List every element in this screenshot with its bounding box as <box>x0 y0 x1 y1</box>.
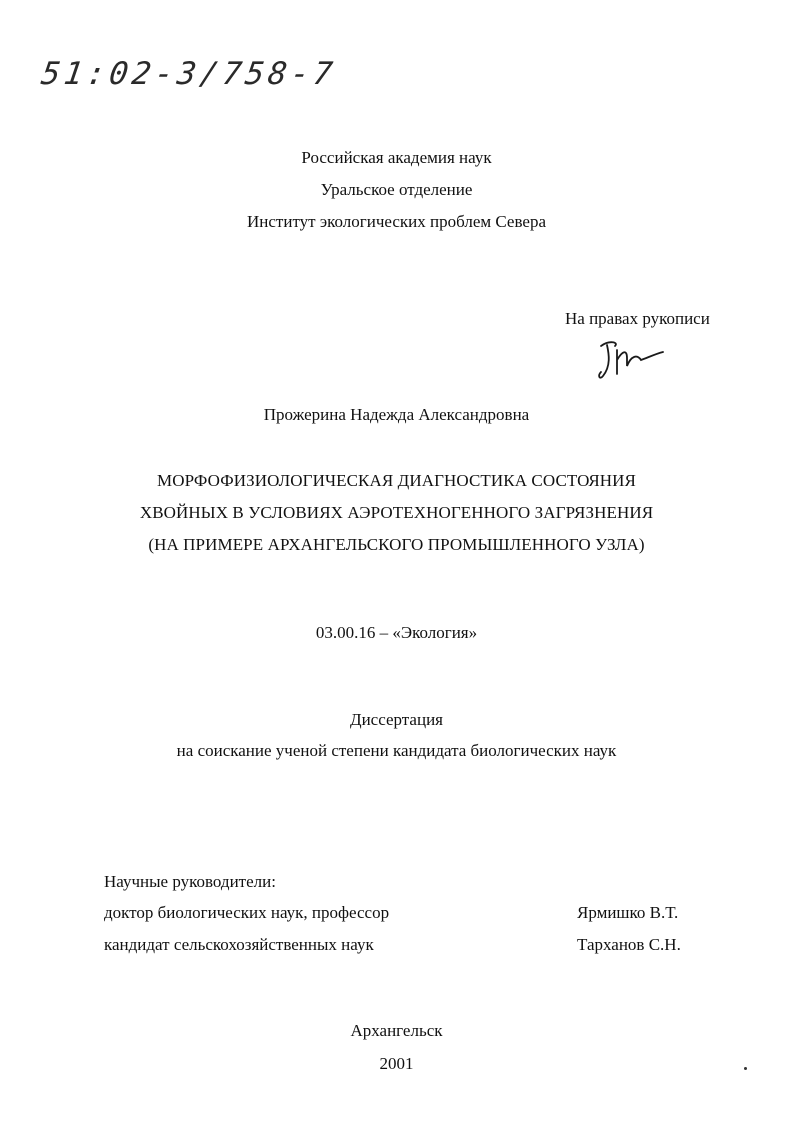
institute-name: Институт экологических проблем Севера <box>247 212 546 231</box>
author-name: Прожерина Надежда Александровна <box>263 405 530 424</box>
signature-icon <box>597 336 667 382</box>
specialty-code: 03.00.16 – «Экология» <box>315 623 478 642</box>
scan-artifact-dot <box>744 1067 747 1070</box>
dissertation-title-line-2: ХВОЙНЫХ В УСЛОВИЯХ АЭРОТЕХНОГЕННОГО ЗАГРЯЗНЕНИЯ <box>139 503 654 522</box>
dissertation-title-line-1: МОРФОФИЗИОЛОГИЧЕСКАЯ ДИАГНОСТИКА СОСТОЯНИЯ <box>157 471 636 490</box>
supervisors-heading: Научные руководители: <box>104 872 276 891</box>
city: Архангельск <box>350 1021 443 1040</box>
academy-name: Российская академия наук <box>301 148 492 167</box>
handwritten-archive-code: 51:02-3/758-7 <box>38 56 339 92</box>
branch-name: Уральское отделение <box>320 180 473 199</box>
degree-description: на соискание ученой степени кандидата биологических наук <box>176 741 617 760</box>
manuscript-note: На правах рукописи <box>565 309 710 328</box>
supervisor-name-1: Ярмишко В.Т. <box>577 903 679 922</box>
supervisor-title-1: доктор биологических наук, профессор <box>104 903 390 922</box>
supervisor-title-2: кандидат сельскохозяйственных наук <box>104 935 374 954</box>
supervisor-name-2: Тарханов С.Н. <box>577 935 681 954</box>
year: 2001 <box>379 1054 414 1073</box>
dissertation-title-line-3: (НА ПРИМЕРЕ АРХАНГЕЛЬСКОГО ПРОМЫШЛЕННОГО УЗЛА) <box>148 535 645 554</box>
dissertation-label: Диссертация <box>349 710 443 729</box>
author-signature <box>597 336 667 382</box>
